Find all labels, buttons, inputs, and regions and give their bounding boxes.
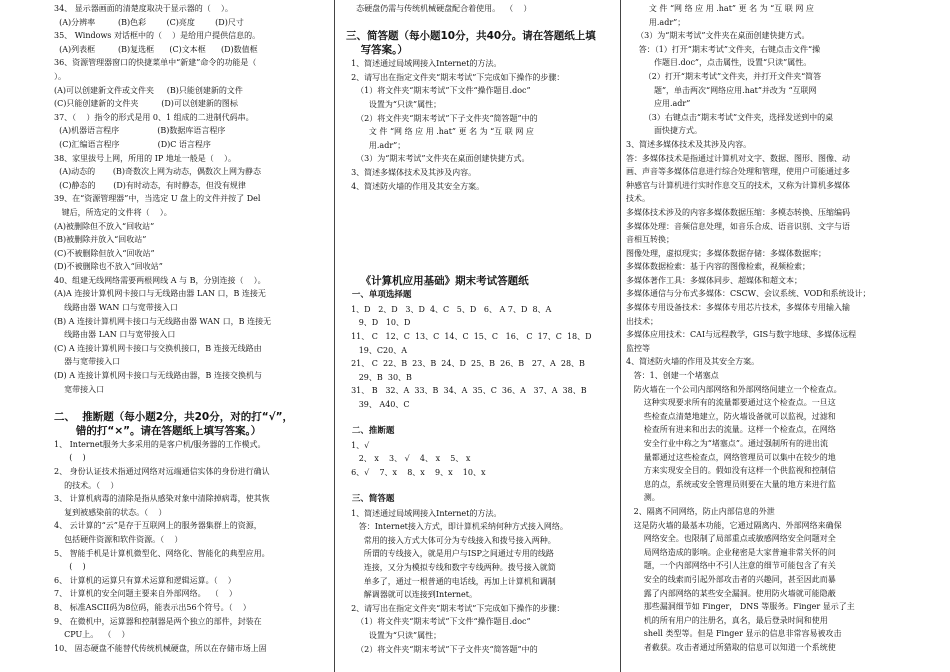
text-line xyxy=(346,411,618,425)
text-line: 37、（ ）指令的形式是用 0、1 组成的二进制代码串。 xyxy=(54,112,254,122)
section-heading: 二、 推断题（每小题2分，共20分，对的打“√”， xyxy=(54,410,294,423)
text-line xyxy=(346,479,618,493)
text-line: 4、简述防火墙的作用及其安全方案。 xyxy=(626,357,760,367)
text-line: 39、在“资源管理器”中，当选定 U 盘上的文件并按了 Del xyxy=(54,194,261,204)
text-line: 单多了，通过一根普通的电话线，再加上计算机和调制 xyxy=(346,576,556,586)
text-line: 答：Internet接入方式，即计算机采纳何种方式接入网络。 xyxy=(346,522,568,532)
text-line: 器与宽带接入口 xyxy=(54,357,121,367)
text-line: 线路由器 LAN 口与宽带接入口 xyxy=(54,330,176,340)
text-line: 者截获。攻击者通过所猎取的信息可以知道一个系统使 xyxy=(626,642,836,652)
text-line: 3、简述多媒体技术及其涉及内容。 xyxy=(626,139,752,149)
text-line: 2、请写出在指定文件夹“期末考试”下完成如下操作的步骤： xyxy=(346,72,565,82)
answer-subheading: 三、简答题 xyxy=(346,494,395,505)
text-line: 复到被感染前的状态。（ ） xyxy=(54,507,167,517)
text-line: 2、 x 3、 √ 4、 x 5、 x xyxy=(346,454,471,464)
right-column xyxy=(626,2,912,655)
text-line: 设置为“只读”属性； xyxy=(346,630,442,640)
text-line: 36、资源管理器窗口的快捷菜单中“新建”命令的功能是（ xyxy=(54,58,257,68)
text-line: 答：（1）打开“期末考试”文件夹，右键点击文件“操 xyxy=(626,44,821,54)
text-line: (C)静态的 (D)有时动态，有时静态，但没有规律 xyxy=(54,180,246,190)
text-line: 3、简述多媒体技术及其涉及内容。 xyxy=(346,167,477,177)
text-line: 多媒体应用技术：CAI与远程教学，GIS与数字地球、多媒体远程 xyxy=(626,330,857,340)
text-line xyxy=(346,247,618,274)
text-line: （1）将文件夹“期末考试”下文件“操作题目.doc” xyxy=(346,617,531,627)
text-line: 6、 计算机的运算只有算术运算和逻辑运算。（ ） xyxy=(54,575,236,585)
answer-subheading: 一、单项选择题 xyxy=(346,290,412,301)
text-line: 技术。 xyxy=(626,194,650,204)
text-line: 解调器就可以连接到Internet。 xyxy=(346,590,477,600)
section-heading: 写答案。） xyxy=(346,44,408,57)
text-line: 21、 C 22、B 23、B 24、D 25、B 26、B 27、A 28、B xyxy=(346,359,585,369)
text-line: (C)只能创建新的文件夹 (D)可以创建新的图标 xyxy=(54,99,238,109)
text-line: 图像处理，虚拟现实；多媒体数据存储：多媒体数据库； xyxy=(626,248,826,258)
text-line: (C)不被删除但放入“回收站” xyxy=(54,248,155,258)
text-line xyxy=(54,396,324,410)
text-line: 用.adr”； xyxy=(346,140,406,150)
text-line: 6、√ 7、x 8、x 9、x 10、x xyxy=(346,467,486,477)
text-line: 出技术； xyxy=(626,316,658,326)
column-divider-left xyxy=(334,0,335,672)
text-line: 9、D 10、D xyxy=(346,318,411,328)
text-line: 面快捷方式。 xyxy=(626,126,702,136)
text-line: (D) A 连接计算机网卡接口与无线路由器，B 连接交换机与 xyxy=(54,371,262,381)
text-line: ）。 xyxy=(54,71,66,81)
section-heading: 错的打“×”。请在答题纸上填写答案。） xyxy=(54,424,262,437)
text-line: 多媒体专用设备技术：多媒体专用芯片技术，多媒体专用输入输 xyxy=(626,303,850,313)
text-line: 9、 在微机中，运算器和控制器是两个独立的部件，封装在 xyxy=(54,616,262,626)
text-line: (A)A 连接计算机网卡接口与无线路由器 LAN 口，B 连接无 xyxy=(54,289,266,299)
text-line: ( ) xyxy=(54,562,86,572)
text-line: 检查所有进来和出去的流量。这样一个检查点，在网络 xyxy=(626,425,836,435)
text-line: （2）打开“期末考试”文件夹，并打开文件夹“简答 xyxy=(626,71,822,81)
text-line: (A)列表框 (B)复选框 (C)文本框 (D)数值框 xyxy=(54,44,258,54)
text-line: 防火墙在一个公司内部网络和外部网络间建立一个检查点。 xyxy=(626,384,842,394)
text-line: 设置为“只读”属性； xyxy=(346,99,442,109)
text-line: 连接，又分为模拟专线和数字专线两种。拨号接入就简 xyxy=(346,563,556,572)
text-line: (A)分辨率 (B)色彩 (C)亮度 (D)尺寸 xyxy=(54,17,244,27)
text-line: 画、声音等多媒体信息进行综合处理和管理，使用户可能通过多 xyxy=(626,167,850,177)
text-line: 包括硬件资源和软件资源。（ ） xyxy=(54,534,183,544)
text-line: 19、C20、A xyxy=(346,345,407,355)
text-line: 用.adr”； xyxy=(626,17,686,27)
text-line: 5、 智能手机是计算机微型化、网络化、智能化的典型应用。 xyxy=(54,548,270,558)
text-line: 网络安全。也限制了局部重点或敏感网络安全问题对全 xyxy=(626,534,836,544)
text-line: 多媒体处理：音频信息处理，如音乐合成、语音识别、文字与语 xyxy=(626,221,850,231)
text-line: 3、 计算机病毒的清除是指从感染对象中清除掉病毒，使其恢 xyxy=(54,494,270,504)
text-line: 2、隔离不同网络，防止内部信息的外泄 xyxy=(626,506,775,516)
text-line: 安全行业中称之为“堵塞点”。通过强制所有的进出流 xyxy=(626,439,828,448)
text-line: （3）为“期末考试”文件夹在桌面创建快捷方式。 xyxy=(346,154,530,164)
middle-column xyxy=(346,2,618,656)
text-line: 监控等 xyxy=(626,343,650,353)
text-line: 1、简述通过局域网接入Internet的方法。 xyxy=(346,508,502,518)
text-line: (A)机器语言程序 (B)数据库语言程序 xyxy=(54,126,226,136)
text-line: 多媒体数据检索：基于内容的图像检索，视频检索； xyxy=(626,262,810,272)
text-line: 安全的线索而引起外部攻击者的兴趣同，甚至因此而暴 xyxy=(626,574,836,584)
text-line: 常用的接入方式大体可分为专线接入和拨号接入两种。 xyxy=(346,535,556,545)
text-line: 音相互转换； xyxy=(626,235,674,245)
text-line: 39、 A40、C xyxy=(346,399,410,409)
text-line: 态硬盘仍需与传统机械硬盘配合着使用。 （ ） xyxy=(346,4,532,13)
text-line: 那些漏洞细节如 Finger， DNS 等服务。Finger 显示了主 xyxy=(626,602,855,612)
text-line: 多媒体著作工具：多媒体同步、超媒体和超文本； xyxy=(626,275,802,285)
text-line: 4、 云计算的“云”是存于互联网上的服务器集群上的资源， xyxy=(54,521,262,531)
text-line: 量都通过这些检查点，网络管理员可以集中在较少的地 xyxy=(626,452,836,462)
text-line: 线路由器 WAN 口与宽带接入口 xyxy=(54,303,178,313)
section-heading: 三、简答题（每小题10分，共40分。请在答题纸上填 xyxy=(346,30,596,43)
text-line: (A)动态的 (B)奇数次上网为动态，偶数次上网为静态 xyxy=(54,167,262,177)
text-line: 机的所有用户的注册名，真名，最后登录时间和使用 xyxy=(626,615,828,625)
text-line: 息的点，系统或安全管理员则要在大量的地方来进行监 xyxy=(626,479,836,489)
text-line: 8、 标准ASCII码为8位码，能表示出56个符号。（ ） xyxy=(54,602,251,612)
text-line: 2、 身份认证技术指通过网络对远端通信实体的身份进行确认 xyxy=(54,467,270,476)
text-line: 方来实现安全目的。假如没有这样一个供监视和控制信 xyxy=(626,466,836,476)
text-line: 些检查点清楚地建立，防火墙设备就可以监视，过滤和 xyxy=(626,411,836,421)
text-line: 多媒体技术涉及的内容多媒体数据压缩：多模态转换、压缩编码 xyxy=(626,207,850,217)
text-line: （2）将文件夹“期末考试”下子文件夹“简答题”中的 xyxy=(346,113,538,123)
text-line: 38、家里拔号上网，所用的 IP 地址一般是（ ）。 xyxy=(54,153,236,163)
text-line: 文 件 “网 络 应 用 .hat” 更 名 为 “互 联 网 应 xyxy=(346,127,534,137)
text-line: 局网络造成的影响。企业秘密是大家普遍非常关怀的问 xyxy=(626,547,836,557)
text-line: ( ) xyxy=(54,453,86,463)
text-line: (C) A 连接计算机网卡接口与交换机接口，B 连接无线路由 xyxy=(54,343,262,353)
text-line: 键后，所选定的文件将（ ）。 xyxy=(54,207,172,217)
text-line: 1、D 2、D 3、D 4、C 5、D 6、 A 7、D 8、A xyxy=(346,304,552,314)
text-line: 10、 固态硬盘不能替代传统机械硬盘，所以在存储市场上固 xyxy=(54,643,267,653)
text-line: 这种实现要求所有的流量都要通过这个检查点。一旦这 xyxy=(626,398,836,408)
text-line: 测。 xyxy=(626,493,660,503)
text-line: 1、√ xyxy=(346,440,370,450)
text-line: (B)被删除并放入“回收站” xyxy=(54,235,147,245)
text-line: 题”，单击两次“网络应用.hat”并改为 “互联网 xyxy=(626,85,817,95)
text-line: 答：多媒体技术是指通过计算机对文字、数据、图形、图像、动 xyxy=(626,153,850,163)
text-line: 答：1、创建一个堵塞点 xyxy=(626,371,719,381)
text-line: (D)不被删除也不放入“回收站” xyxy=(54,262,163,272)
text-line: 作题目.doc”，点击属性，设置“只读”属性。 xyxy=(626,58,812,68)
answer-sheet-title: 《计算机应用基础》期末考试答题纸 xyxy=(346,275,529,288)
text-line: 1、简述通过局域网接入Internet的方法。 xyxy=(346,59,502,69)
text-line: 文 件 “网 络 应 用 .hat” 更 名 为 “互 联 网 应 xyxy=(626,4,814,13)
text-line: (B) A 连接计算机网卡接口与无线路由器 WAN 口，B 连接无 xyxy=(54,316,272,326)
text-line: 宽带接入口 xyxy=(54,384,105,394)
text-line: 40、组建无线网络需要两根网线 A 与 B，分别连接（ ）。 xyxy=(54,275,266,285)
text-line: 35、 Windows 对话框中的（ ）是给用户提供信息的。 xyxy=(54,31,261,41)
answer-subheading: 二、推断题 xyxy=(346,426,395,437)
text-line: (A)被删除但不放入“回收站” xyxy=(54,221,155,231)
column-divider-right xyxy=(620,0,621,672)
text-line: (A)可以创建新文件或文件夹 (B)只能创建新的文件 xyxy=(54,85,243,95)
text-line: 这是防火墙的最基本功能，它通过隔离内、外部网络来确保 xyxy=(626,520,842,530)
text-line: 2、请写出在指定文件夹“期末考试”下完成如下操作的步骤： xyxy=(346,603,565,613)
text-line: 种感官与计算机进行实时作息交互的技术，又称为计算机多媒体 xyxy=(626,180,850,190)
text-line: 露了内部网络的某些安全漏洞。使用防火墙就可能隐蔽 xyxy=(626,588,836,598)
text-line: 题，一个内部网络中不引人注意的细节可能包含了有关 xyxy=(626,561,836,571)
text-line xyxy=(346,193,618,247)
text-line: CPU上。 （ ） xyxy=(54,630,130,640)
text-line: （1）将文件夹“期末考试”下文件“操作题目.doc” xyxy=(346,86,531,96)
text-line: 4、简述防火墙的作用及其安全方案。 xyxy=(346,181,485,191)
text-line: 31、 B 32、A 33、B 34、A 35、C 36、A 37、A 38、B xyxy=(346,386,587,396)
text-line: 11、 C 12、C 13、C 14、C 15、C 16、 C 17、C 18、D xyxy=(346,331,592,341)
text-line: 多媒体通信与分布式多媒体：CSCW、会议系统、VOD和系统设计； xyxy=(626,289,871,299)
text-line: (C)汇编语言程序 (D)C 语言程序 xyxy=(54,139,211,149)
text-line: （2）将文件夹“期末考试”下子文件夹“简答题”中的 xyxy=(346,644,538,654)
text-line: 29、B 30、B xyxy=(346,372,412,382)
text-line: 1、 Internet服务大多采用的是客户机/服务器的工作模式。 xyxy=(54,439,266,449)
text-line: （3）右键点击“期末考试”文件夹，选择发送到中的桌 xyxy=(626,112,834,122)
text-line xyxy=(346,16,618,30)
text-line: 的技术。（ ） xyxy=(54,480,119,490)
text-line: 7、 计算机的安全问题主要来自外部网络。 （ ） xyxy=(54,589,237,599)
text-line: 应用.adr” xyxy=(626,99,691,109)
text-line: （3）为“期末考试”文件夹在桌面创建快捷方式。 xyxy=(626,31,810,41)
left-column xyxy=(54,2,324,655)
text-line: 34、 显示器画面的清楚度取决于显示器的（ ）。 xyxy=(54,4,233,13)
text-line: shell 类型等。但是 Finger 显示的信息非常容易被攻击 xyxy=(626,629,842,639)
text-line: 所谓的专线接入，就是用户与ISP之间通过专用的线路 xyxy=(346,549,554,559)
